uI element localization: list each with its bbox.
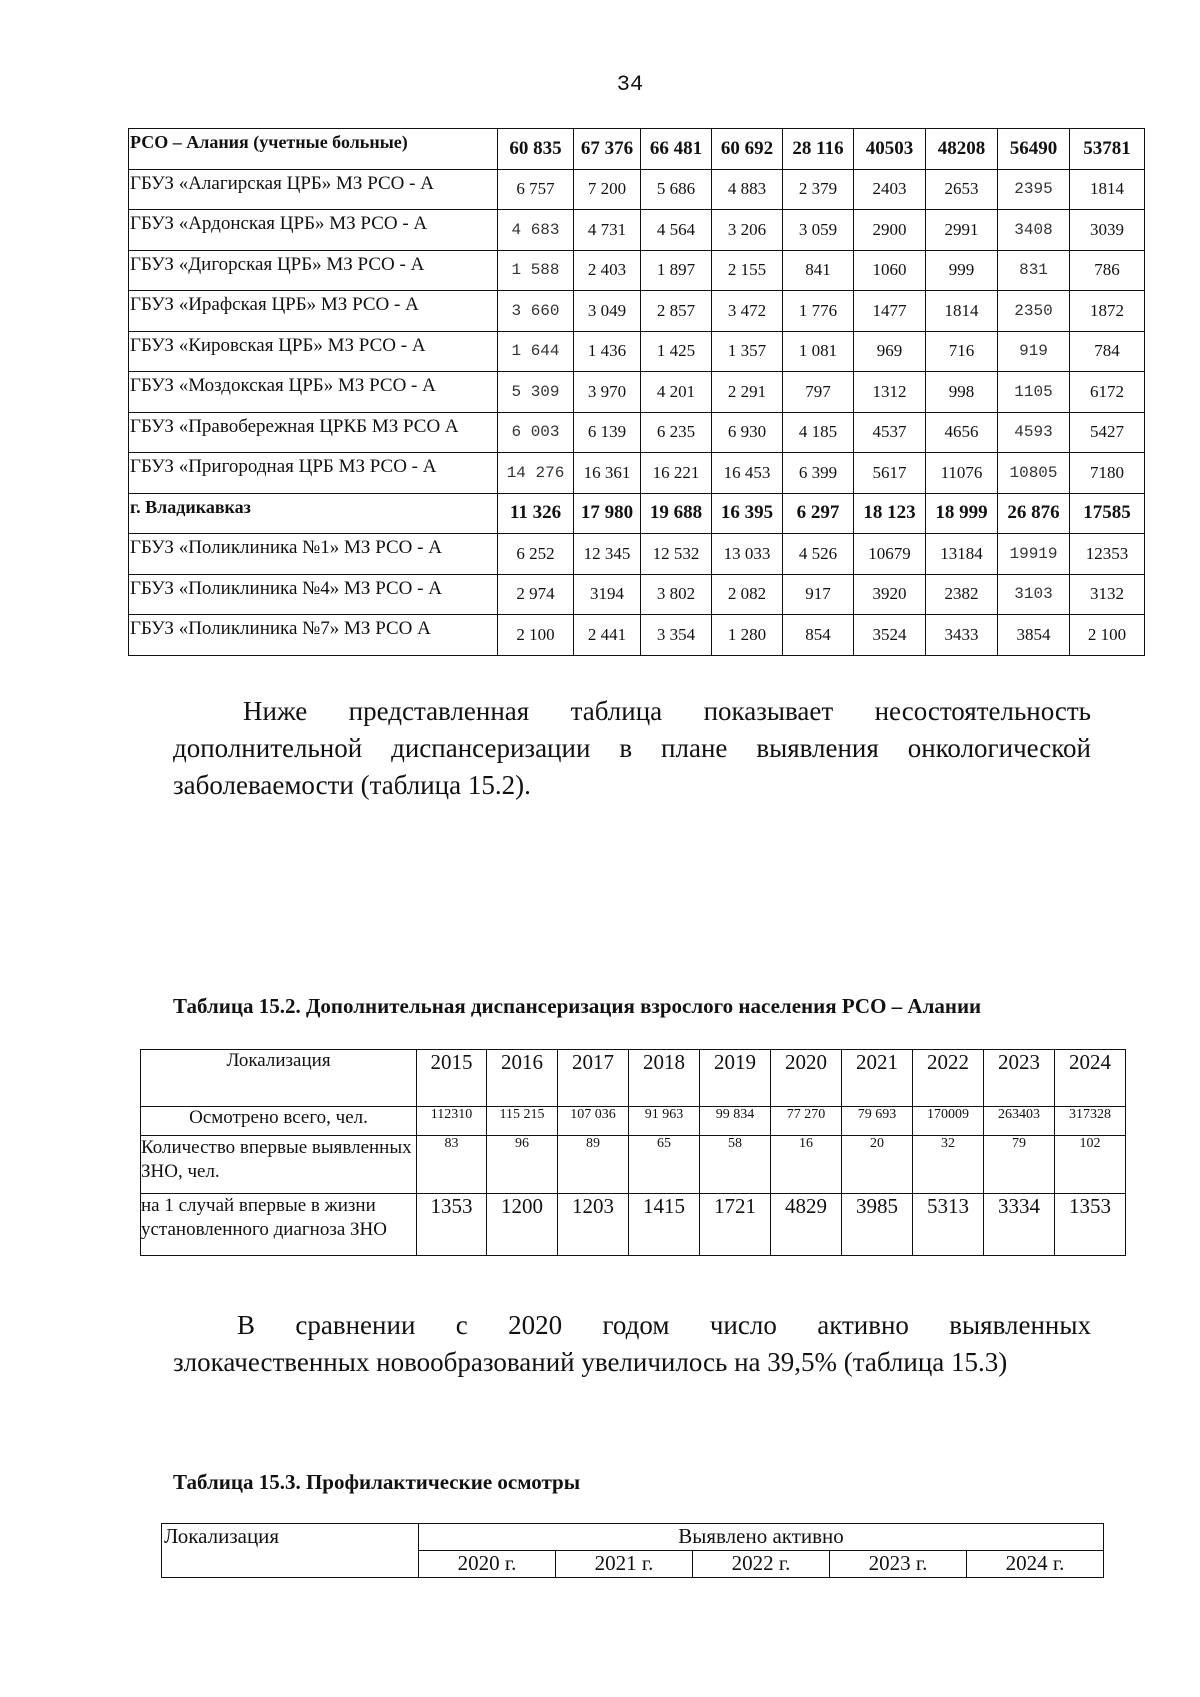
table-cell: 11076 bbox=[926, 453, 998, 494]
table-cell: 2403 bbox=[854, 169, 926, 210]
table-cell: 6172 bbox=[1070, 372, 1145, 413]
table-cell: 4 526 bbox=[783, 534, 854, 575]
table-cell: 2 379 bbox=[783, 169, 854, 210]
table-cell: 79 bbox=[984, 1136, 1055, 1194]
table-cell: 831 bbox=[998, 250, 1070, 291]
header-detected-actively: Выявлено активно bbox=[419, 1524, 1104, 1551]
table-cell: 3920 bbox=[854, 574, 926, 615]
table-cell: 12 345 bbox=[574, 534, 641, 575]
table-cell: 969 bbox=[854, 331, 926, 372]
table-cell: 1 588 bbox=[498, 250, 574, 291]
table-cell: 19 688 bbox=[641, 493, 712, 534]
header-localization: Локализация bbox=[162, 1524, 419, 1578]
row-label: ГБУЗ «Алагирская ЦРБ» МЗ РСО - А bbox=[129, 169, 498, 210]
table-cell: 13 033 bbox=[712, 534, 783, 575]
table-cell: 3132 bbox=[1070, 574, 1145, 615]
table-cell: 6 139 bbox=[574, 412, 641, 453]
table-cell: 1 425 bbox=[641, 331, 712, 372]
table-cell: 784 bbox=[1070, 331, 1145, 372]
row-label: ГБУЗ «Правобережная ЦРКБ МЗ РСО А bbox=[129, 412, 498, 453]
table-row bbox=[129, 372, 1145, 413]
table-cell: 5313 bbox=[913, 1194, 984, 1256]
table-cell: 6 930 bbox=[712, 412, 783, 453]
table-cell: 5 309 bbox=[498, 372, 574, 413]
table-cell: 28 116 bbox=[783, 129, 854, 170]
table-row bbox=[129, 412, 1145, 453]
table-cell: 4 683 bbox=[498, 210, 574, 251]
table-cell: 3 970 bbox=[574, 372, 641, 413]
table-cell: 2653 bbox=[926, 169, 998, 210]
row-label: ГБУЗ «Пригородная ЦРБ МЗ РСО - А bbox=[129, 453, 498, 494]
table-row bbox=[129, 331, 1145, 372]
table-15-3 bbox=[161, 1523, 1104, 1578]
table-cell: 1814 bbox=[1070, 169, 1145, 210]
table-cell: 3 059 bbox=[783, 210, 854, 251]
table-cell: 1060 bbox=[854, 250, 926, 291]
table-cell: 2 441 bbox=[574, 615, 641, 656]
table-15-2-caption: Таблица 15.2. Дополнительная диспансеризация взрослого населения РСО – Алании bbox=[173, 994, 982, 1018]
header-year: 2020 г. bbox=[419, 1551, 556, 1578]
table-cell: 4 201 bbox=[641, 372, 712, 413]
table-cell: 716 bbox=[926, 331, 998, 372]
table-cell: 786 bbox=[1070, 250, 1145, 291]
header-year: 2024 bbox=[1055, 1050, 1126, 1107]
table-cell: 919 bbox=[998, 331, 1070, 372]
paragraph-line: заболеваемости (таблица 15.2). bbox=[173, 770, 531, 800]
table-cell: 2 082 bbox=[712, 574, 783, 615]
table-cell: 67 376 bbox=[574, 129, 641, 170]
table-cell: 317328 bbox=[1055, 1107, 1126, 1136]
table-cell: 5427 bbox=[1070, 412, 1145, 453]
table-cell: 1 081 bbox=[783, 331, 854, 372]
table-cell: 1 280 bbox=[712, 615, 783, 656]
table-cell: 3103 bbox=[998, 574, 1070, 615]
row-label: ГБУЗ «Поликлиника №4» МЗ РСО - А bbox=[129, 574, 498, 615]
table-row bbox=[129, 574, 1145, 615]
table-cell: 18 123 bbox=[854, 493, 926, 534]
row-label: РСО – Алания (учетные больные) bbox=[129, 129, 498, 170]
table-cell: 4 564 bbox=[641, 210, 712, 251]
table-cell: 2 100 bbox=[498, 615, 574, 656]
table-row bbox=[129, 291, 1145, 332]
table-row bbox=[141, 1136, 1126, 1194]
table-cell: 1 776 bbox=[783, 291, 854, 332]
table-cell: 1 897 bbox=[641, 250, 712, 291]
table-cell: 83 bbox=[417, 1136, 487, 1194]
row-label: г. Владикавказ bbox=[129, 493, 498, 534]
table-row bbox=[129, 493, 1145, 534]
table-row bbox=[129, 129, 1145, 170]
table-cell: 6 757 bbox=[498, 169, 574, 210]
row-label: на 1 случай впервые в жизни установленного диагноза ЗНО bbox=[141, 1194, 417, 1256]
table-row bbox=[129, 453, 1145, 494]
table-cell: 112310 bbox=[417, 1107, 487, 1136]
table-cell: 6 399 bbox=[783, 453, 854, 494]
header-year: 2024 г. bbox=[967, 1551, 1104, 1578]
row-label: Осмотрено всего, чел. bbox=[141, 1107, 417, 1136]
table-cell: 4656 bbox=[926, 412, 998, 453]
table-cell: 2 100 bbox=[1070, 615, 1145, 656]
row-label: ГБУЗ «Кировская ЦРБ» МЗ РСО - А bbox=[129, 331, 498, 372]
table-cell: 3334 bbox=[984, 1194, 1055, 1256]
paragraph-line: злокачественных новообразований увеличилось на 39,5% (таблица 15.3) bbox=[173, 1347, 1008, 1377]
table-row bbox=[141, 1107, 1126, 1136]
table-cell: 19919 bbox=[998, 534, 1070, 575]
header-year: 2015 bbox=[417, 1050, 487, 1107]
header-year: 2018 bbox=[629, 1050, 700, 1107]
table-cell: 2395 bbox=[998, 169, 1070, 210]
table-cell: 854 bbox=[783, 615, 854, 656]
table-cell: 89 bbox=[558, 1136, 629, 1194]
row-label: ГБУЗ «Поликлиника №1» МЗ РСО - А bbox=[129, 534, 498, 575]
table-row bbox=[141, 1194, 1126, 1256]
table-cell: 60 692 bbox=[712, 129, 783, 170]
table-cell: 3 660 bbox=[498, 291, 574, 332]
table-cell: 1814 bbox=[926, 291, 998, 332]
row-label: ГБУЗ «Дигорская ЦРБ» МЗ РСО - А bbox=[129, 250, 498, 291]
table-cell: 13184 bbox=[926, 534, 998, 575]
table-cell: 1 436 bbox=[574, 331, 641, 372]
table-cell: 1477 bbox=[854, 291, 926, 332]
regional-patients-table bbox=[128, 128, 1145, 656]
table-cell: 10679 bbox=[854, 534, 926, 575]
table-cell: 6 235 bbox=[641, 412, 712, 453]
table-cell: 263403 bbox=[984, 1107, 1055, 1136]
header-year: 2021 bbox=[842, 1050, 913, 1107]
table-cell: 4829 bbox=[771, 1194, 842, 1256]
table-row bbox=[129, 210, 1145, 251]
table-cell: 2350 bbox=[998, 291, 1070, 332]
table-cell: 26 876 bbox=[998, 493, 1070, 534]
table-row bbox=[129, 169, 1145, 210]
table-cell: 1105 bbox=[998, 372, 1070, 413]
table-cell: 58 bbox=[700, 1136, 771, 1194]
table-cell: 79 693 bbox=[842, 1107, 913, 1136]
table-cell: 60 835 bbox=[498, 129, 574, 170]
paragraph-line: Ниже представленная таблица показывает несостоятельность bbox=[243, 696, 1091, 726]
table-cell: 3408 bbox=[998, 210, 1070, 251]
table-cell: 1353 bbox=[1055, 1194, 1126, 1256]
header-year: 2022 bbox=[913, 1050, 984, 1107]
table-cell: 3433 bbox=[926, 615, 998, 656]
table-cell: 1872 bbox=[1070, 291, 1145, 332]
table-cell: 12 532 bbox=[641, 534, 712, 575]
table-cell: 2 403 bbox=[574, 250, 641, 291]
table-cell: 841 bbox=[783, 250, 854, 291]
page-number: 34 bbox=[616, 72, 644, 97]
header-year: 2017 bbox=[558, 1050, 629, 1107]
table-cell: 998 bbox=[926, 372, 998, 413]
header-year: 2020 bbox=[771, 1050, 842, 1107]
table-cell: 6 297 bbox=[783, 493, 854, 534]
row-label: Количество впервые выявленных ЗНО, чел. bbox=[141, 1136, 417, 1194]
table-cell: 3985 bbox=[842, 1194, 913, 1256]
table-cell: 11 326 bbox=[498, 493, 574, 534]
table-cell: 6 003 bbox=[498, 412, 574, 453]
header-year: 2022 г. bbox=[693, 1551, 830, 1578]
table-cell: 96 bbox=[487, 1136, 558, 1194]
table-cell: 7180 bbox=[1070, 453, 1145, 494]
table-cell: 17585 bbox=[1070, 493, 1145, 534]
table-cell: 3039 bbox=[1070, 210, 1145, 251]
table-cell: 32 bbox=[913, 1136, 984, 1194]
table-15-2-header-row bbox=[141, 1050, 1126, 1107]
table-cell: 56490 bbox=[998, 129, 1070, 170]
table-cell: 12353 bbox=[1070, 534, 1145, 575]
header-year: 2021 г. bbox=[556, 1551, 693, 1578]
table-cell: 1721 bbox=[700, 1194, 771, 1256]
paragraph-line: В сравнении с 2020 годом число активно выявленных bbox=[237, 1310, 1091, 1340]
table-row bbox=[129, 615, 1145, 656]
comparison-paragraph bbox=[173, 1307, 1091, 1381]
row-label: ГБУЗ «Моздокская ЦРБ» МЗ РСО - А bbox=[129, 372, 498, 413]
table-cell: 3524 bbox=[854, 615, 926, 656]
table-cell: 3 472 bbox=[712, 291, 783, 332]
table-cell: 3854 bbox=[998, 615, 1070, 656]
table-cell: 4 185 bbox=[783, 412, 854, 453]
table-cell: 1312 bbox=[854, 372, 926, 413]
table-cell: 5617 bbox=[854, 453, 926, 494]
table-cell: 4 883 bbox=[712, 169, 783, 210]
table-cell: 1353 bbox=[417, 1194, 487, 1256]
paragraph-line: дополнительной диспансеризации в плане выявления онкологической bbox=[173, 733, 1091, 763]
table-cell: 16 bbox=[771, 1136, 842, 1194]
table-cell: 3 049 bbox=[574, 291, 641, 332]
table-cell: 16 453 bbox=[712, 453, 783, 494]
table-cell: 1 357 bbox=[712, 331, 783, 372]
table-cell: 65 bbox=[629, 1136, 700, 1194]
table-cell: 20 bbox=[842, 1136, 913, 1194]
table-cell: 6 252 bbox=[498, 534, 574, 575]
table-cell: 53781 bbox=[1070, 129, 1145, 170]
table-cell: 2 291 bbox=[712, 372, 783, 413]
table-cell: 18 999 bbox=[926, 493, 998, 534]
header-localization: Локализация bbox=[141, 1050, 417, 1107]
table-cell: 4593 bbox=[998, 412, 1070, 453]
table-cell: 3 206 bbox=[712, 210, 783, 251]
table-cell: 3 354 bbox=[641, 615, 712, 656]
table-cell: 3 802 bbox=[641, 574, 712, 615]
table-cell: 4 731 bbox=[574, 210, 641, 251]
table-cell: 10805 bbox=[998, 453, 1070, 494]
table-cell: 17 980 bbox=[574, 493, 641, 534]
table-cell: 1200 bbox=[487, 1194, 558, 1256]
table-cell: 115 215 bbox=[487, 1107, 558, 1136]
table-cell: 66 481 bbox=[641, 129, 712, 170]
table-cell: 77 270 bbox=[771, 1107, 842, 1136]
table-15-3-caption: Таблица 15.3. Профилактические осмотры bbox=[173, 1470, 581, 1494]
table-cell: 2 857 bbox=[641, 291, 712, 332]
table-cell: 40503 bbox=[854, 129, 926, 170]
table-cell: 2 974 bbox=[498, 574, 574, 615]
row-label: ГБУЗ «Ирафская ЦРБ» МЗ РСО - А bbox=[129, 291, 498, 332]
intro-paragraph bbox=[173, 693, 1091, 804]
table-cell: 16 361 bbox=[574, 453, 641, 494]
row-label: ГБУЗ «Поликлиника №7» МЗ РСО А bbox=[129, 615, 498, 656]
header-year: 2023 bbox=[984, 1050, 1055, 1107]
table-cell: 3194 bbox=[574, 574, 641, 615]
table-cell: 48208 bbox=[926, 129, 998, 170]
table-cell: 16 395 bbox=[712, 493, 783, 534]
table-cell: 1203 bbox=[558, 1194, 629, 1256]
table-cell: 99 834 bbox=[700, 1107, 771, 1136]
row-label: ГБУЗ «Ардонская ЦРБ» МЗ РСО - А bbox=[129, 210, 498, 251]
table-cell: 91 963 bbox=[629, 1107, 700, 1136]
table-cell: 7 200 bbox=[574, 169, 641, 210]
table-cell: 170009 bbox=[913, 1107, 984, 1136]
table-row bbox=[129, 250, 1145, 291]
table-cell: 2900 bbox=[854, 210, 926, 251]
header-year: 2019 bbox=[700, 1050, 771, 1107]
table-cell: 5 686 bbox=[641, 169, 712, 210]
table-row bbox=[129, 534, 1145, 575]
header-year: 2023 г. bbox=[830, 1551, 967, 1578]
table-cell: 14 276 bbox=[498, 453, 574, 494]
table-cell: 2382 bbox=[926, 574, 998, 615]
header-year: 2016 bbox=[487, 1050, 558, 1107]
table-cell: 1415 bbox=[629, 1194, 700, 1256]
table-cell: 999 bbox=[926, 250, 998, 291]
table-cell: 4537 bbox=[854, 412, 926, 453]
table-cell: 16 221 bbox=[641, 453, 712, 494]
table-cell: 1 644 bbox=[498, 331, 574, 372]
table-cell: 107 036 bbox=[558, 1107, 629, 1136]
table-15-2 bbox=[140, 1049, 1126, 1256]
table-15-3-header-row bbox=[162, 1524, 1104, 1551]
table-cell: 2991 bbox=[926, 210, 998, 251]
table-cell: 917 bbox=[783, 574, 854, 615]
table-cell: 797 bbox=[783, 372, 854, 413]
table-cell: 2 155 bbox=[712, 250, 783, 291]
table-cell: 102 bbox=[1055, 1136, 1126, 1194]
